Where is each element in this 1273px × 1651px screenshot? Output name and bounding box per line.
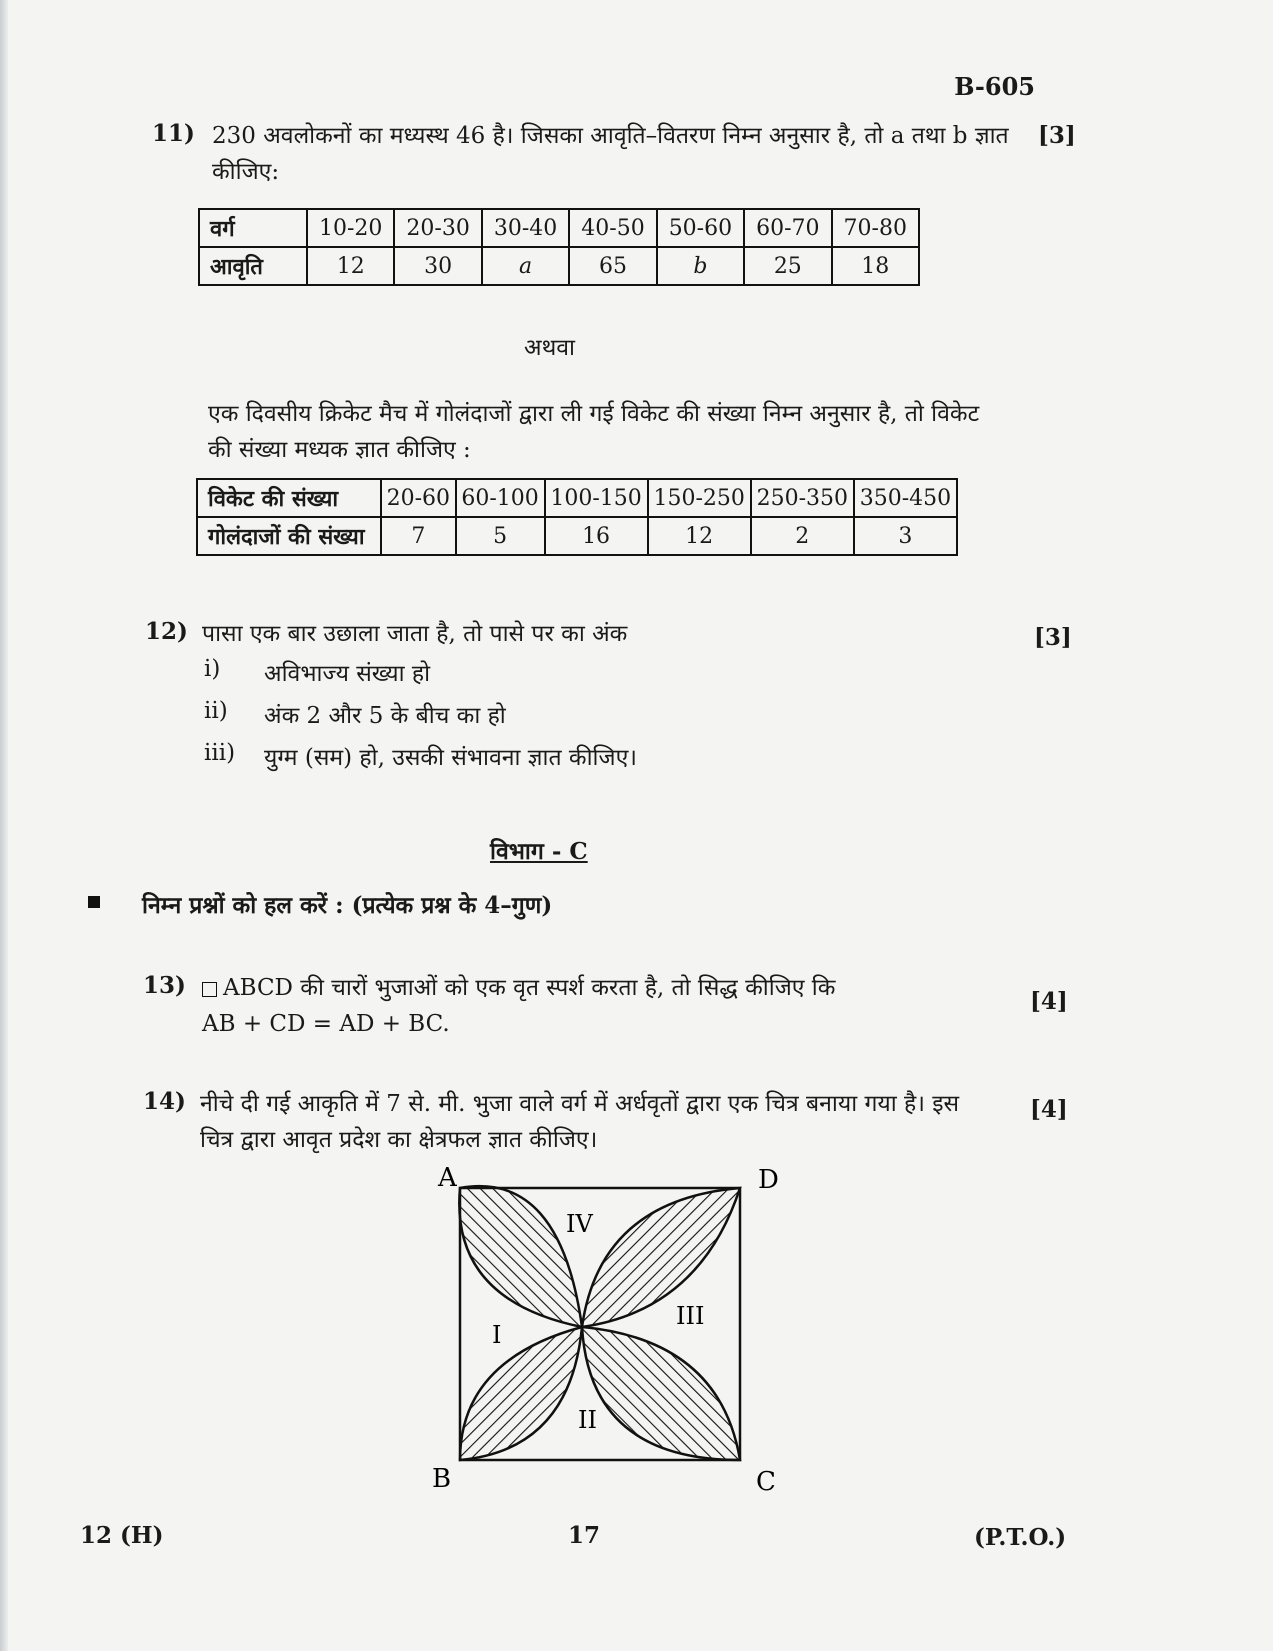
petal-bottom-left <box>460 1327 582 1460</box>
question-13-number: 13) <box>143 972 186 999</box>
table-cell: a <box>482 247 569 285</box>
page-number: 17 <box>568 1522 601 1549</box>
petal-square-figure <box>400 1160 820 1500</box>
table-cell: 20-30 <box>394 209 481 247</box>
question-12-text: पासा एक बार उछाला जाता है, तो पासे पर का अंक <box>202 621 628 647</box>
table-cell: 18 <box>832 247 919 285</box>
question-13-line2: AB + CD = AD + BC. <box>202 1011 450 1037</box>
table-row <box>197 517 957 555</box>
vertex-label-a: A <box>438 1163 457 1193</box>
question-11-marks: [3] <box>1038 122 1076 149</box>
table-row <box>199 247 919 285</box>
option-label: iii) <box>204 740 236 766</box>
question-11-alt-text <box>208 396 1028 468</box>
question-11-number: 11) <box>152 120 195 147</box>
square-symbol-icon <box>202 982 217 997</box>
row-label-bowlers: गोलंदाजों की संख्या <box>197 517 381 555</box>
region-label-ii: II <box>578 1406 597 1434</box>
question-13-text <box>202 970 982 1042</box>
table-cell: 2 <box>751 517 854 555</box>
table-cell: 3 <box>854 517 957 555</box>
section-title: विभाग - C <box>490 838 588 865</box>
option-text: युग्म (सम) हो, उसकी संभावना ज्ञात कीजिए। <box>264 745 637 771</box>
question-14-text <box>200 1086 1020 1158</box>
table-cell: 30-40 <box>482 209 569 247</box>
question-11-line2: कीजिए: <box>212 159 280 185</box>
option-label: ii) <box>204 698 228 724</box>
table-cell: 7 <box>381 517 456 555</box>
option-label: i) <box>204 656 221 682</box>
question-14-line2: चित्र द्वारा आवृत प्रदेश का क्षेत्रफल ज्ञात कीजिए। <box>200 1127 598 1153</box>
option-text: अंक 2 और 5 के बीच का हो <box>264 703 506 729</box>
or-label: अथवा <box>524 335 576 361</box>
footer-code: 12 (H) <box>80 1522 164 1549</box>
question-12-marks: [3] <box>1034 624 1072 651</box>
table-cell: b <box>657 247 744 285</box>
table-cell: 65 <box>569 247 656 285</box>
question-14-marks: [4] <box>1030 1096 1068 1123</box>
section-instruction: निम्न प्रश्नों को हल करें : (प्रत्येक प्रश्न के 4–गुण) <box>142 892 553 919</box>
petal-top-left <box>459 1186 582 1327</box>
frequency-table <box>198 208 920 286</box>
region-label-iii: III <box>676 1302 705 1330</box>
vertex-label-c: C <box>756 1467 776 1497</box>
table-cell: 30 <box>394 247 481 285</box>
table-cell: 12 <box>307 247 394 285</box>
pto-label: (P.T.O.) <box>974 1524 1067 1551</box>
scan-edge <box>0 0 8 1651</box>
table-cell: 16 <box>545 517 648 555</box>
table-cell: 150-250 <box>648 479 751 517</box>
table-cell: 60-70 <box>744 209 831 247</box>
vertex-label-b: B <box>432 1464 452 1494</box>
question-11-alt-line1: एक दिवसीय क्रिकेट मैच में गोलंदाजों द्वारा ली गई विकेट की संख्या निम्न अनुसार है, तो विकेट <box>208 401 980 427</box>
table-row <box>197 479 957 517</box>
table-cell: 25 <box>744 247 831 285</box>
table-cell: 250-350 <box>751 479 854 517</box>
question-11-line1: 230 अवलोकनों का मध्यस्थ 46 है। जिसका आवृति–वितरण निम्न अनुसार है, तो a तथा b ज्ञात <box>212 123 1009 149</box>
petal-bottom-right <box>582 1327 740 1460</box>
table-cell: 12 <box>648 517 751 555</box>
table-cell: 5 <box>456 517 545 555</box>
row-label-class: वर्ग <box>199 209 307 247</box>
table-cell: 20-60 <box>381 479 456 517</box>
table-row <box>199 209 919 247</box>
question-14-line1: नीचे दी गई आकृति में 7 से. मी. भुजा वाले वर्ग में अर्धवृतों द्वारा एक चित्र बनाया गया है। इस <box>200 1091 960 1117</box>
question-11-alt-line2: की संख्या मध्यक ज्ञात कीजिए : <box>208 437 471 463</box>
table-cell: 50-60 <box>657 209 744 247</box>
petal-top-right <box>582 1188 740 1327</box>
table-cell: 60-100 <box>456 479 545 517</box>
table-cell: 40-50 <box>569 209 656 247</box>
vertex-label-d: D <box>758 1165 779 1195</box>
table-cell: 100-150 <box>545 479 648 517</box>
wickets-table <box>196 478 958 556</box>
question-13-line1: ABCD की चारों भुजाओं को एक वृत स्पर्श करता है, तो सिद्ध कीजिए कि <box>223 975 836 1001</box>
row-label-wickets: विकेट की संख्या <box>197 479 381 517</box>
question-12-number: 12) <box>145 618 188 645</box>
table-cell: 350-450 <box>854 479 957 517</box>
table-cell: 10-20 <box>307 209 394 247</box>
question-13-marks: [4] <box>1030 988 1068 1015</box>
question-11-text <box>212 118 1012 190</box>
question-14-number: 14) <box>143 1088 186 1115</box>
row-label-frequency: आवृति <box>199 247 307 285</box>
region-label-i: I <box>492 1321 502 1349</box>
paper-code: B-605 <box>954 72 1035 101</box>
region-label-iv: IV <box>566 1210 593 1238</box>
table-cell: 70-80 <box>832 209 919 247</box>
option-text: अविभाज्य संख्या हो <box>264 661 431 687</box>
bullet-square-icon <box>88 896 100 908</box>
